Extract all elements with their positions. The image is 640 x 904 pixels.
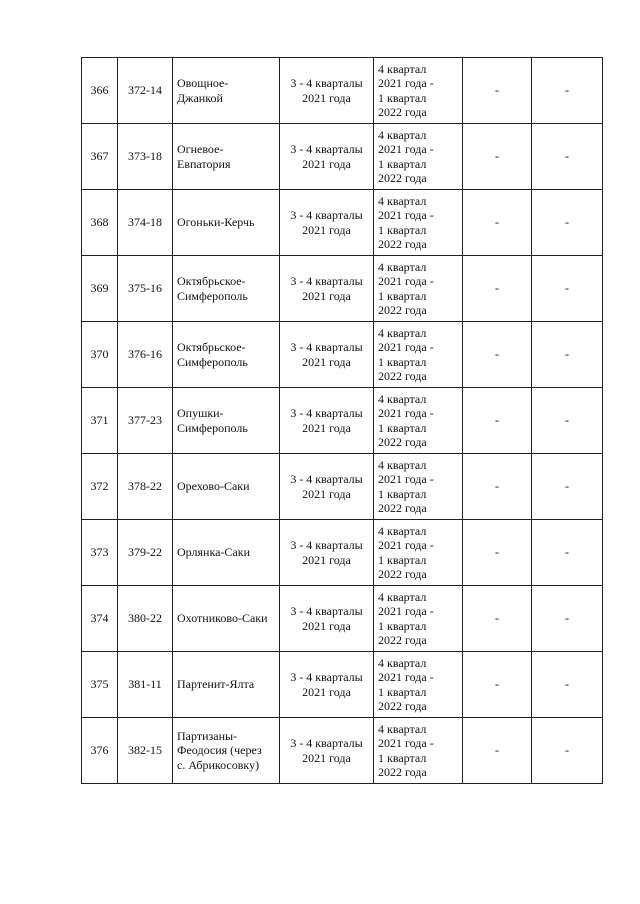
table-row <box>82 58 603 124</box>
route-code-cell: 377-23 <box>118 388 173 454</box>
column-7-cell: - <box>532 586 603 652</box>
column-6-cell: - <box>463 58 532 124</box>
column-7-cell: - <box>532 124 603 190</box>
column-6-cell: - <box>463 322 532 388</box>
table-row <box>82 586 603 652</box>
opening-period-cell: 3 - 4 кварталы 2021 года <box>280 124 374 190</box>
route-code-cell: 376-16 <box>118 322 173 388</box>
route-name-cell: Орлянка-Саки <box>173 520 280 586</box>
column-6-cell: - <box>463 124 532 190</box>
row-number-cell: 374 <box>82 586 118 652</box>
column-6-cell: - <box>463 520 532 586</box>
route-code-cell: 381-11 <box>118 652 173 718</box>
route-name-cell: Опушки- Симферополь <box>173 388 280 454</box>
row-number-cell: 375 <box>82 652 118 718</box>
column-7-cell: - <box>532 388 603 454</box>
column-7-cell: - <box>532 322 603 388</box>
route-name-cell: Партизаны- Феодосия (через с. Абрикосовку) <box>173 718 280 784</box>
column-7-cell: - <box>532 454 603 520</box>
table-row <box>82 718 603 784</box>
column-6-cell: - <box>463 652 532 718</box>
table-row <box>82 652 603 718</box>
route-code-cell: 379-22 <box>118 520 173 586</box>
opening-period-cell: 3 - 4 кварталы 2021 года <box>280 58 374 124</box>
row-number-cell: 373 <box>82 520 118 586</box>
column-6-cell: - <box>463 388 532 454</box>
closing-period-cell: 4 квартал 2021 года - 1 квартал 2022 года <box>374 718 463 784</box>
opening-period-cell: 3 - 4 кварталы 2021 года <box>280 652 374 718</box>
table-row <box>82 124 603 190</box>
closing-period-cell: 4 квартал 2021 года - 1 квартал 2022 года <box>374 520 463 586</box>
route-name-cell: Огоньки-Керчь <box>173 190 280 256</box>
closing-period-cell: 4 квартал 2021 года - 1 квартал 2022 года <box>374 652 463 718</box>
table-row <box>82 322 603 388</box>
column-7-cell: - <box>532 718 603 784</box>
table-row <box>82 256 603 322</box>
route-code-cell: 382-15 <box>118 718 173 784</box>
column-6-cell: - <box>463 586 532 652</box>
closing-period-cell: 4 квартал 2021 года - 1 квартал 2022 года <box>374 454 463 520</box>
table-row <box>82 388 603 454</box>
row-number-cell: 369 <box>82 256 118 322</box>
column-7-cell: - <box>532 520 603 586</box>
opening-period-cell: 3 - 4 кварталы 2021 года <box>280 718 374 784</box>
routes-table <box>81 57 603 784</box>
routes-table-body <box>82 58 603 784</box>
opening-period-cell: 3 - 4 кварталы 2021 года <box>280 190 374 256</box>
route-code-cell: 380-22 <box>118 586 173 652</box>
opening-period-cell: 3 - 4 кварталы 2021 года <box>280 586 374 652</box>
row-number-cell: 372 <box>82 454 118 520</box>
route-code-cell: 374-18 <box>118 190 173 256</box>
route-name-cell: Овощное- Джанкой <box>173 58 280 124</box>
row-number-cell: 370 <box>82 322 118 388</box>
opening-period-cell: 3 - 4 кварталы 2021 года <box>280 388 374 454</box>
route-code-cell: 375-16 <box>118 256 173 322</box>
column-7-cell: - <box>532 652 603 718</box>
opening-period-cell: 3 - 4 кварталы 2021 года <box>280 454 374 520</box>
closing-period-cell: 4 квартал 2021 года - 1 квартал 2022 года <box>374 256 463 322</box>
row-number-cell: 371 <box>82 388 118 454</box>
route-name-cell: Охотниково-Саки <box>173 586 280 652</box>
column-7-cell: - <box>532 190 603 256</box>
row-number-cell: 368 <box>82 190 118 256</box>
table-row <box>82 190 603 256</box>
row-number-cell: 376 <box>82 718 118 784</box>
route-name-cell: Октябрьское- Симферополь <box>173 322 280 388</box>
row-number-cell: 367 <box>82 124 118 190</box>
closing-period-cell: 4 квартал 2021 года - 1 квартал 2022 года <box>374 190 463 256</box>
route-name-cell: Огневое- Евпатория <box>173 124 280 190</box>
table-row <box>82 520 603 586</box>
table-row <box>82 454 603 520</box>
opening-period-cell: 3 - 4 кварталы 2021 года <box>280 256 374 322</box>
opening-period-cell: 3 - 4 кварталы 2021 года <box>280 520 374 586</box>
route-code-cell: 373-18 <box>118 124 173 190</box>
column-6-cell: - <box>463 454 532 520</box>
route-code-cell: 372-14 <box>118 58 173 124</box>
column-7-cell: - <box>532 58 603 124</box>
row-number-cell: 366 <box>82 58 118 124</box>
route-name-cell: Партенит-Ялта <box>173 652 280 718</box>
closing-period-cell: 4 квартал 2021 года - 1 квартал 2022 года <box>374 586 463 652</box>
column-6-cell: - <box>463 256 532 322</box>
column-6-cell: - <box>463 718 532 784</box>
opening-period-cell: 3 - 4 кварталы 2021 года <box>280 322 374 388</box>
route-name-cell: Октябрьское- Симферополь <box>173 256 280 322</box>
closing-period-cell: 4 квартал 2021 года - 1 квартал 2022 года <box>374 58 463 124</box>
closing-period-cell: 4 квартал 2021 года - 1 квартал 2022 года <box>374 388 463 454</box>
route-name-cell: Орехово-Саки <box>173 454 280 520</box>
closing-period-cell: 4 квартал 2021 года - 1 квартал 2022 года <box>374 124 463 190</box>
column-6-cell: - <box>463 190 532 256</box>
route-code-cell: 378-22 <box>118 454 173 520</box>
closing-period-cell: 4 квартал 2021 года - 1 квартал 2022 года <box>374 322 463 388</box>
column-7-cell: - <box>532 256 603 322</box>
